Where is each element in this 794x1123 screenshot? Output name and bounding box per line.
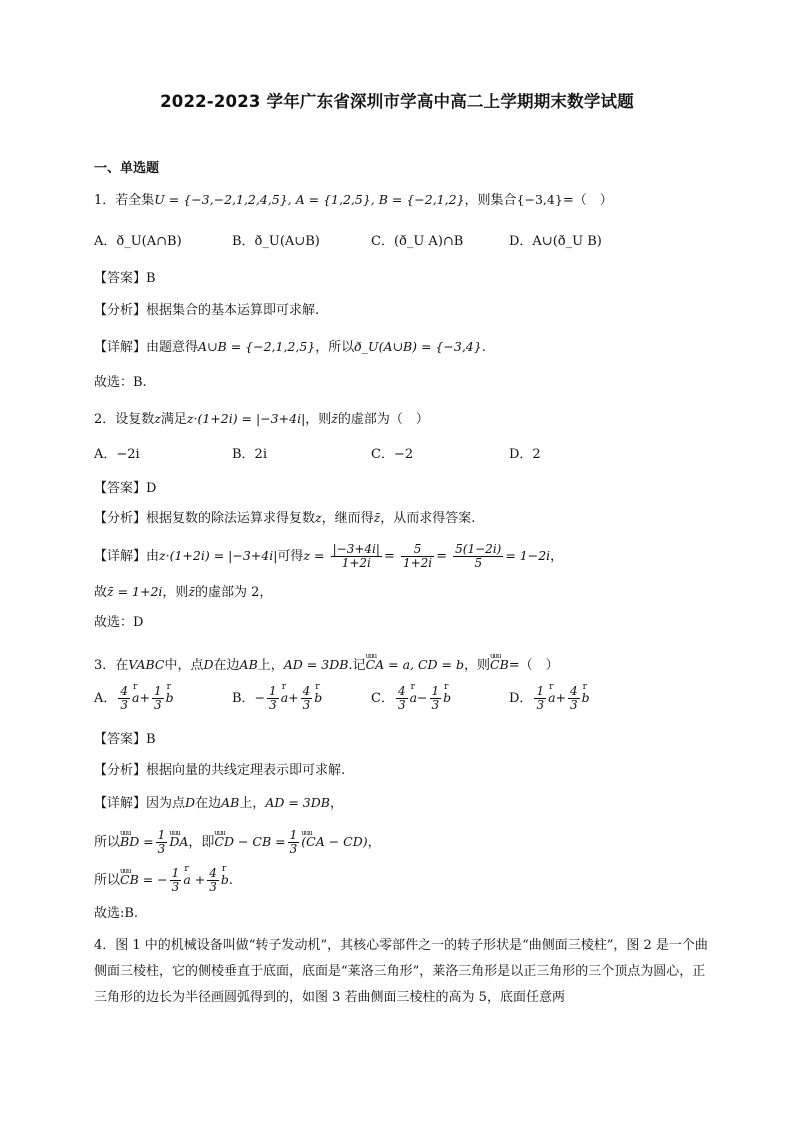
q2-answer: 【答案】D (94, 481, 157, 496)
q3-detail-line2: 所以uuu BD = $\frac{1}{3}$ uuu DA，即uuu CD − CB = $\frac{1}{3}$ uuu (CA − CD)， (94, 822, 381, 858)
q2-detail-line2: 故z̄ = 1+2i，则z̄的虚部为 2， (94, 584, 273, 600)
q1-option-d: D．A∪(ð_U B) (509, 234, 602, 249)
q3-detail-line3: 所以uuu CB = − $\frac{1}{3}$ r a + $\frac{4}{3}$ r b. (94, 860, 233, 896)
fraction: $\frac{5}{1+2i}$ (402, 542, 433, 570)
q3-detail: 【详解】因为点D在边AB上，AD = 3DB， (94, 795, 343, 811)
fraction: $\frac{|-3+4i|}{1+2i}$ (332, 542, 380, 570)
q1-stem: 1．若全集U = {−3,−2,1,2,4,5}, A = {1,2,5}, B = {−2,1,2}，则集合{−3,4}=（ ） (94, 192, 613, 208)
q3-conclusion: 故选:B. (94, 906, 139, 921)
q2-option-c: C．−2 (371, 447, 414, 462)
q3-analysis: 【分析】根据向量的共线定理表示即可求解. (94, 763, 346, 778)
q1-option-a: A．ð_U(A∩B) (94, 234, 182, 249)
q2-option-a: A．−2i (94, 447, 140, 462)
q1-detail: 【详解】由题意得A∪B = {−2,1,2,5}，所以ð_U(A∪B) = {−3,4}. (94, 339, 486, 355)
section-heading: 一、单选题 (94, 161, 160, 176)
q1-answer: 【答案】B (94, 271, 156, 286)
q2-conclusion: 故选：D (94, 615, 144, 630)
q3-option-b: B．− $\frac{1}{3}$ r a+ $\frac{4}{3}$ r b (232, 684, 322, 712)
q2-analysis: 【分析】根据复数的除法运算求得复数z，继而得z̄，从而求得答案. (94, 510, 476, 526)
q2-stem: 2．设复数z满足z·(1+2i) = |−3+4i|，则z̄的虚部为（ ） (94, 411, 429, 427)
page-title: 2022-2023 学年广东省深圳市学高中高二上学期期末数学试题 (160, 92, 634, 111)
q1-option-c: C．(ð_U A)∩B (371, 234, 464, 249)
q2-detail: 【详解】由z·(1+2i) = |−3+4i|可得z = $\frac{|-3+4i|}{1+2i}$ = $\frac{5}{1+2i}$ = $\frac{5(1-2i)}{5}$ = 1−2i， (94, 542, 564, 570)
q1-conclusion: 故选：B. (94, 375, 147, 390)
q3-stem: 3．在VABC中，点D在边AB上，AD = 3DB.记uuu CA = a, CD = b，则uuu CB=（ ） (94, 651, 559, 675)
q3-option-c: C． $\frac{4}{3}$ r a− $\frac{1}{3}$ r b (371, 684, 451, 712)
q1-analysis: 【分析】根据集合的基本运算即可求解. (94, 303, 320, 318)
q3-option-d: D． $\frac{1}{3}$ r a+ $\frac{4}{3}$ r b (509, 684, 590, 712)
q3-answer: 【答案】B (94, 732, 156, 747)
q1-option-b: B．ð_U(A∪B) (232, 234, 320, 249)
q2-option-b: B．2i (232, 447, 267, 462)
q2-option-d: D．2 (509, 447, 541, 462)
fraction: $\frac{5(1-2i)}{5}$ (455, 542, 502, 570)
q3-option-a: A． $\frac{4}{3}$ r a+ $\frac{1}{3}$ r b (94, 684, 174, 712)
q4-stem: 4．图 1 中的机械设备叫做“转子发动机”，其核心零部件之一的转子形状是“曲侧面三棱柱”，图 2 是一个曲侧面三棱柱，它的侧棱垂直于底面，底面是“莱洛三角形”，莱洛三角形是以正三角形的三个顶点为圆心，正三角形的边长为半径画圆弧得到的，如图 3 若曲侧面三棱柱的高为 5，底面任意两 (94, 938, 708, 1005)
